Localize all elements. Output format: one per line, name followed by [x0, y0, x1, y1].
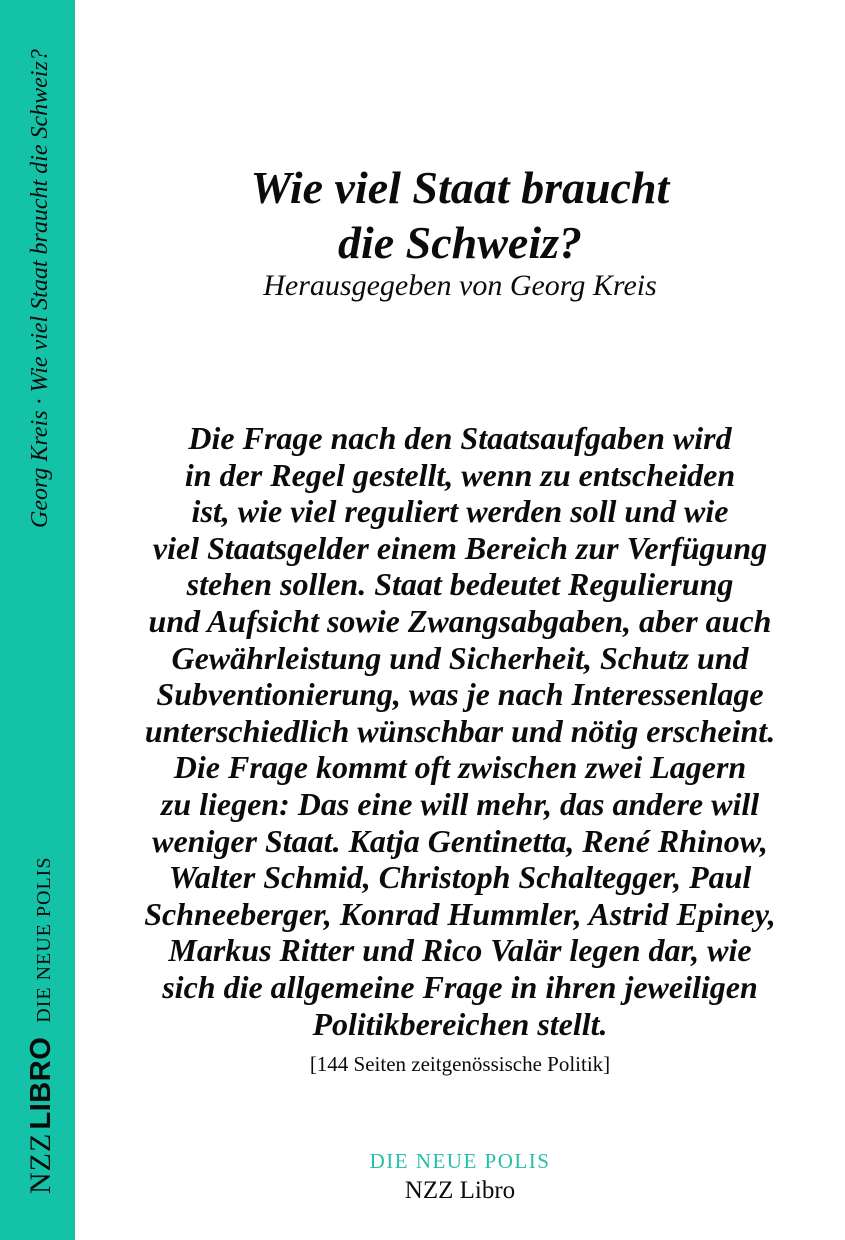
blurb-line: sich die allgemeine Frage in ihren jeweiligen: [162, 968, 758, 1005]
blurb-line: und Aufsicht sowie Zwangsabgaben, aber auch: [148, 602, 772, 639]
blurb-line: Gewährleistung und Sicherheit, Schutz und: [171, 639, 749, 676]
title-line-1: Wie viel Staat braucht: [250, 162, 670, 213]
pages-note: [144 Seiten zeitgenössische Politik]: [309, 1052, 611, 1076]
blurb-line: Die Frage nach den Staatsaufgaben wird: [188, 420, 732, 456]
publisher-imprint: NZZ Libro: [404, 1177, 516, 1204]
blurb-line: Markus Ritter und Rico Valär legen dar, wie: [168, 932, 752, 969]
page-title: [75, 160, 845, 270]
blurb-line: viel Staatsgelder einem Bereich zur Verfügung: [152, 529, 768, 566]
blurb-line: Subventionierung, was je nach Interessenlage: [156, 676, 764, 713]
blurb-paragraph: [75, 420, 845, 1042]
spine-publisher-libro: LIBRO: [25, 1036, 57, 1130]
blurb-line: Politikbereichen stellt.: [312, 1005, 608, 1042]
blurb-line: in der Regel gestellt, wenn zu entscheiden: [184, 456, 736, 493]
blurb-line: Die Frage kommt oft zwischen zwei Lagern: [173, 749, 747, 786]
cover-content: [75, 0, 845, 1240]
blurb-line: zu liegen: Das eine will mehr, das andere will: [160, 785, 760, 822]
blurb-line: Schneeberger, Konrad Hummler, Astrid Epiney,: [144, 895, 776, 932]
spine-publisher-nzz: NZZ: [24, 1132, 57, 1194]
spine-publisher-space: [37, 1129, 54, 1132]
blurb-line: unterschiedlich wünschbar und nötig erscheint.: [144, 712, 776, 749]
spine-author-title: Georg Kreis · Wie viel Staat braucht die Schweiz?: [27, 49, 53, 528]
series-label: DIE NEUE POLIS: [369, 1149, 551, 1173]
blurb-line: weniger Staat. Katja Gentinetta, René Rhinow,: [152, 822, 768, 859]
blurb-line: Walter Schmid, Christoph Schaltegger, Paul: [168, 859, 752, 896]
editor-subtitle: Herausgegeben von Georg Kreis: [263, 269, 657, 302]
spine-series-label: DIE NEUE POLIS: [33, 856, 55, 1023]
blurb-line: stehen sollen. Staat bedeutet Regulierung: [186, 566, 734, 603]
blurb-line: ist, wie viel reguliert werden soll und wie: [191, 493, 729, 530]
spine-publisher-block: [23, 857, 64, 1194]
title-line-2: die Schweiz?: [337, 217, 583, 268]
